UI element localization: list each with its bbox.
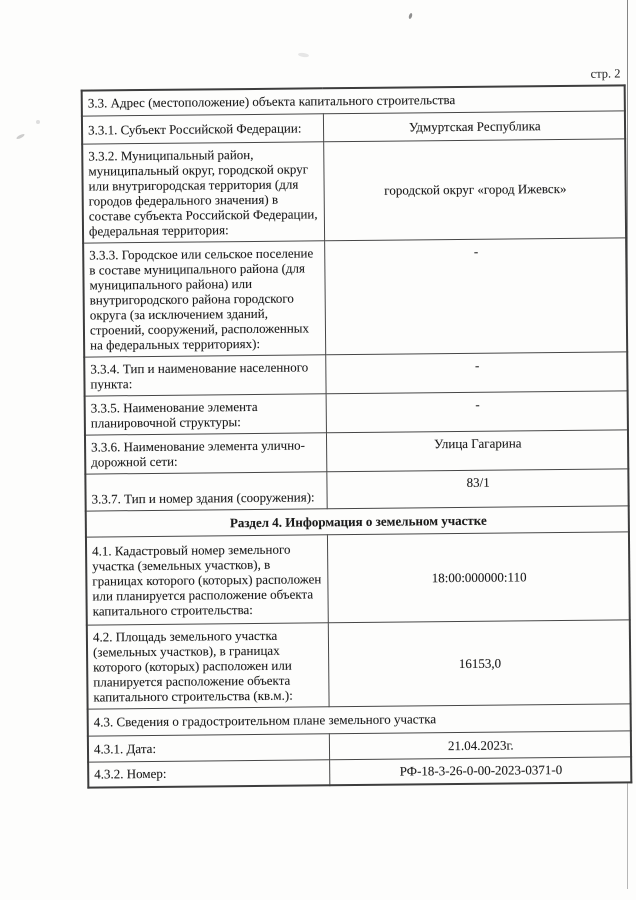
row-label: 3.3.1. Субъект Российской Федерации: (82, 113, 323, 143)
row-label: 4.2. Площадь земельного участка (земельных участков), в границах которого (которых) расположен или планируется расположение объекта капитального строительства (кв.м.): (87, 622, 329, 708)
row-value: 18:00:000000:110 (327, 531, 630, 622)
row-value: 21.04.2023г. (329, 730, 631, 759)
row-label: 3.3.2. Муниципальный район, муниципальный округ, городской округ или внутригородская территория (для городов федерального значения) в составе субъекта Российской Федерации, федеральная территория: (82, 141, 324, 242)
table-row (83, 237, 627, 356)
row-label: 4.3.2. Номер: (88, 759, 329, 787)
table-row (82, 138, 626, 242)
scan-speck (16, 133, 25, 140)
scan-speck (36, 120, 40, 124)
table-row (85, 390, 628, 434)
table-row (87, 619, 631, 708)
section-title: 3.3. Адрес (местоположение) объекта капитального строительства (82, 85, 625, 115)
row-value: - (324, 237, 627, 354)
row-label: 3.3.6. Наименование элемента улично-дорожной сети: (85, 432, 326, 473)
row-label: 3.3.5. Наименование элемента планировочной структуры: (85, 393, 326, 434)
section-title: 4.3. Сведения о градостроительном плане земельного участка (88, 703, 631, 735)
row-value: 83/1 (326, 468, 628, 508)
table-row (86, 531, 630, 624)
row-value: РФ-18-3-26-0-00-2023-0371-0 (329, 756, 631, 785)
row-value: 16153,0 (328, 619, 631, 706)
scan-speck (408, 13, 413, 20)
row-value: - (326, 390, 628, 432)
row-value: городской округ «город Ижевск» (323, 138, 626, 240)
row-label: 3.3.4. Тип и наименование населенного пункта: (84, 354, 325, 395)
table-row (85, 468, 628, 510)
row-value: - (325, 351, 627, 393)
row-label: 3.3.3. Городское или сельское поселение в составе муниципального района (для муниципального района) или внутригородского района городского округа (за исключением зданий, строений, сооружений, расположенных на федеральных территориях): (83, 240, 325, 356)
table-row (84, 351, 627, 395)
scan-speck (298, 52, 309, 57)
page-number: стр. 2 (590, 66, 621, 81)
section-title: Раздел 4. Информация о земельном участке (86, 505, 629, 536)
table-row (85, 429, 628, 473)
table-row (88, 756, 631, 787)
info-table (81, 84, 633, 788)
row-label: 4.3.1. Дата: (88, 733, 329, 761)
scanned-document (81, 66, 631, 788)
row-value: Удмуртская Республика (323, 110, 625, 141)
row-value: Улица Гагарина (326, 429, 628, 471)
row-label: 4.1. Кадастровый номер земельного участка (земельных участков), в границах которого (которых) расположен или планируется расположение объекта капитального строительства: (86, 534, 328, 624)
row-label: 3.3.7. Тип и номер здания (сооружения): (85, 471, 326, 510)
